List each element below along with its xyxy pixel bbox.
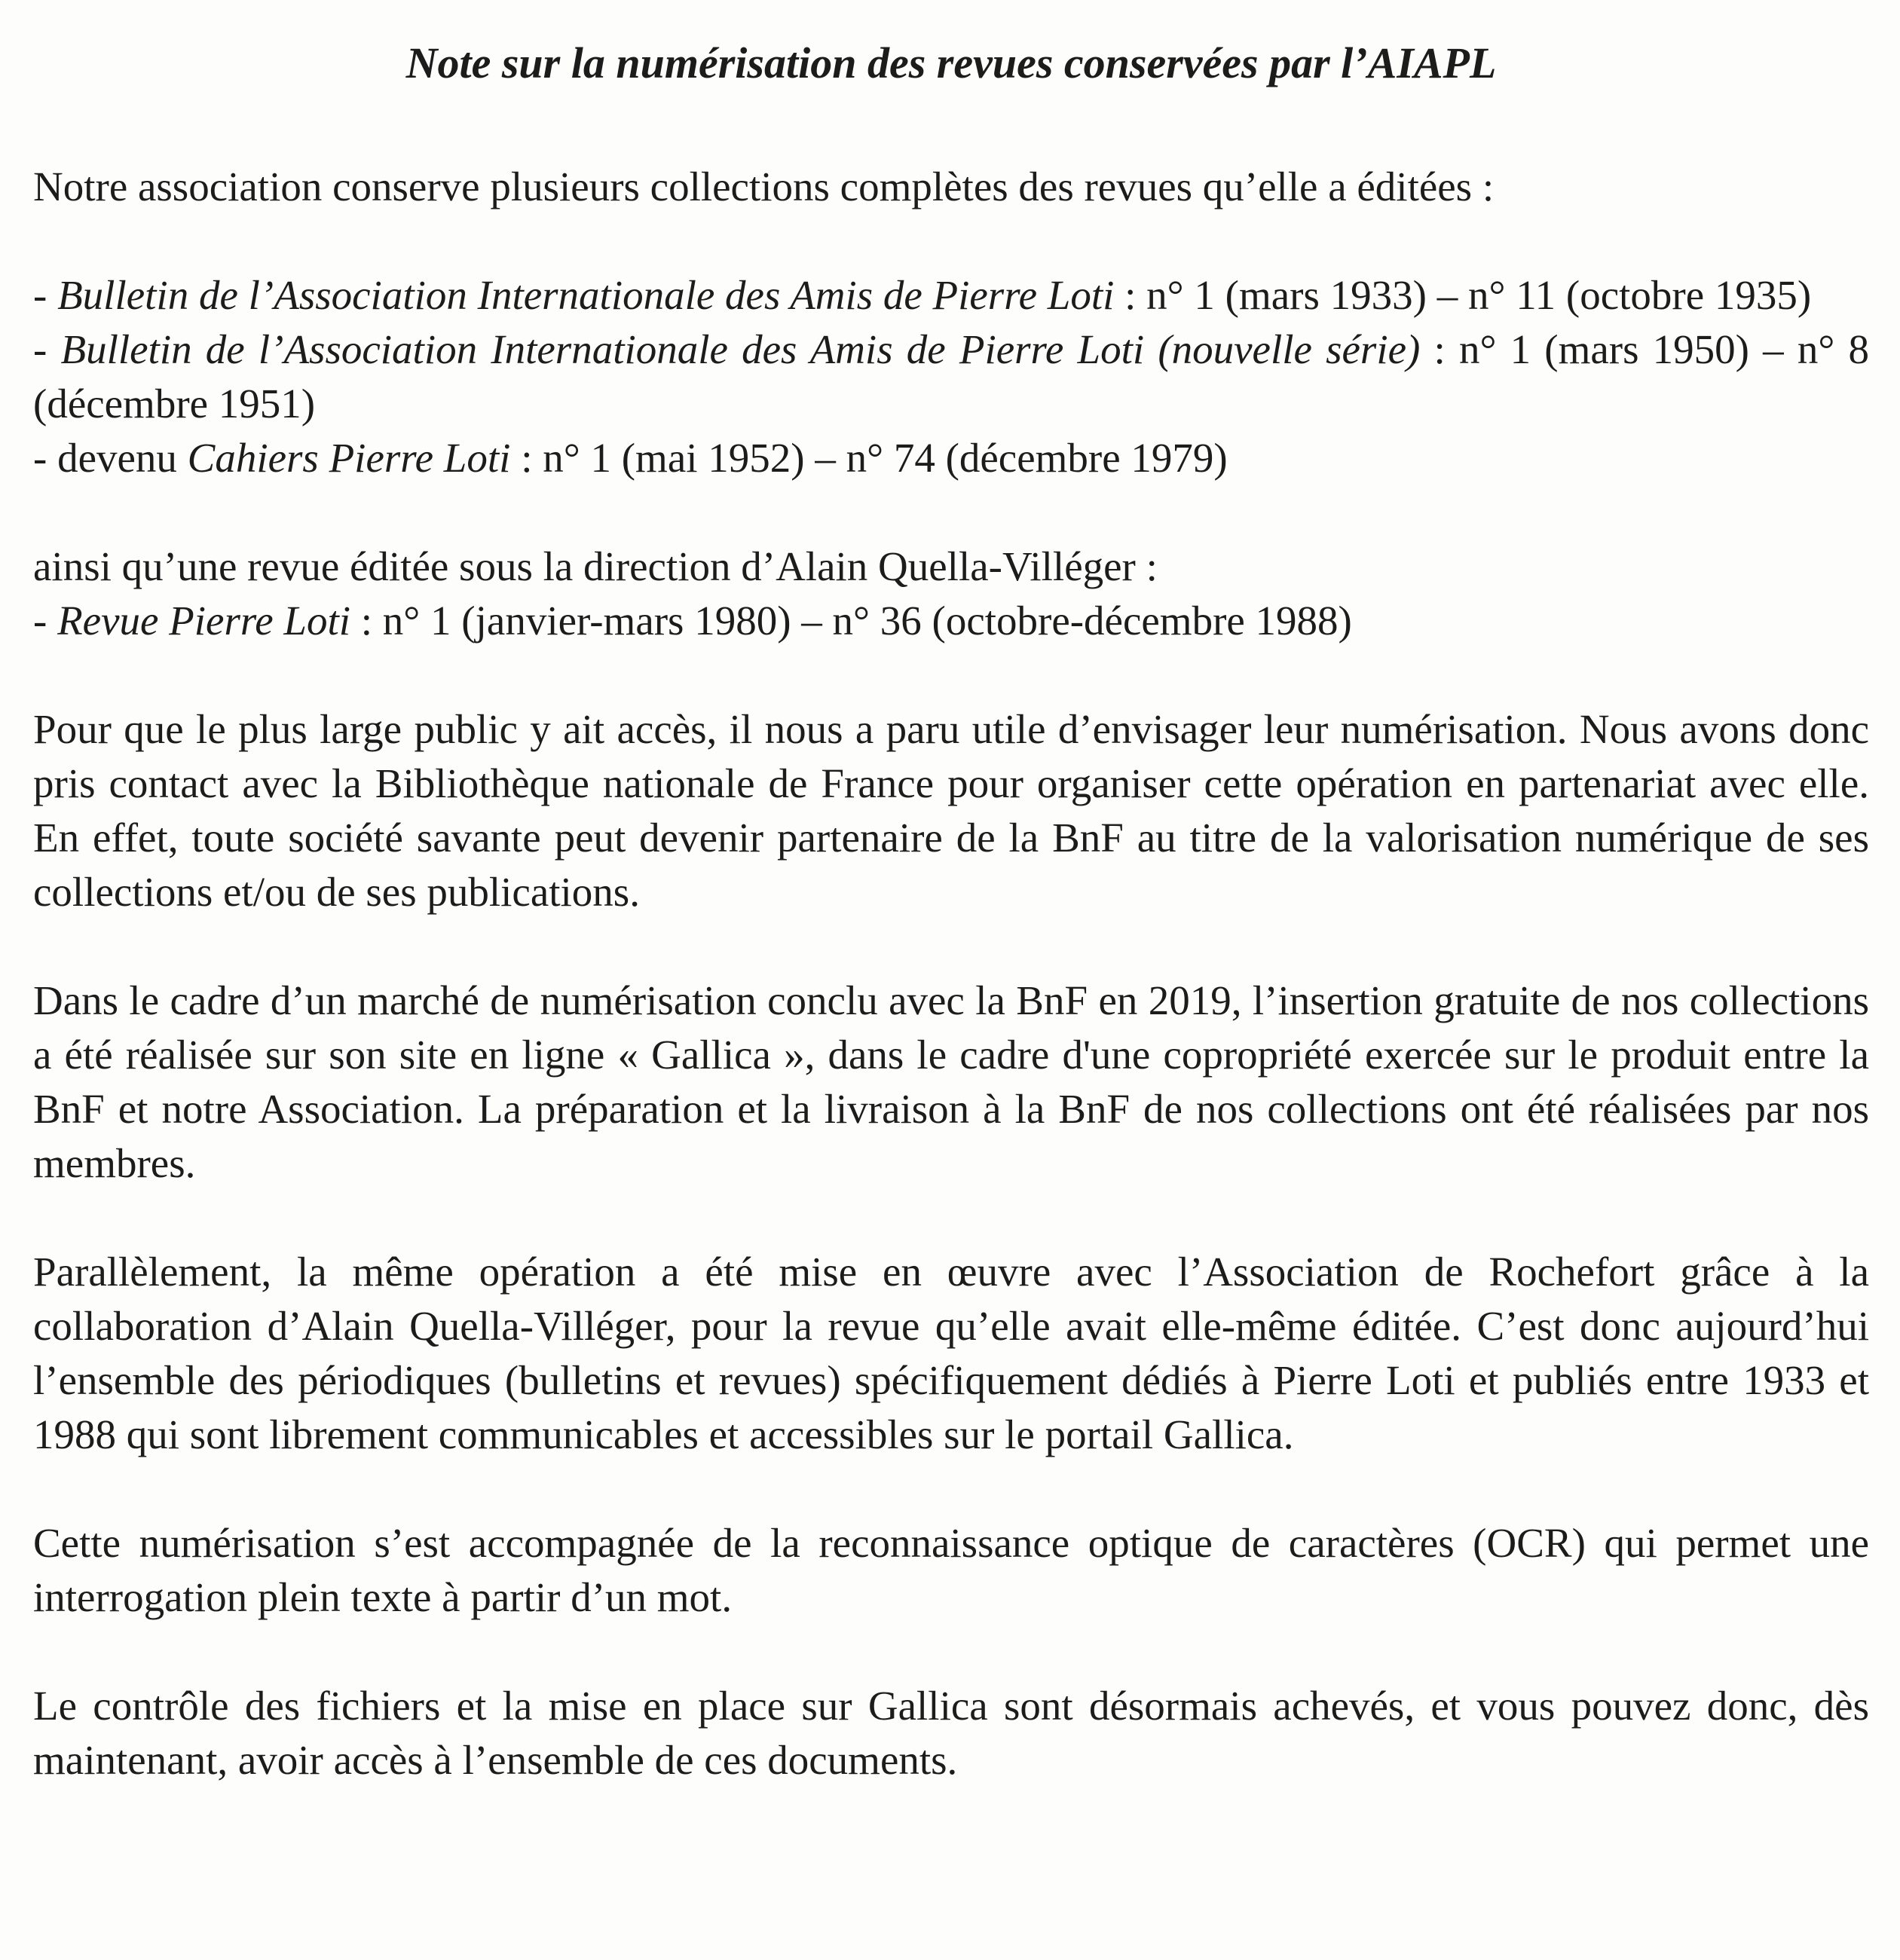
direction-intro-line: ainsi qu’une revue éditée sous la direction d’Alain Quella-Villéger : [33,543,1158,589]
collection-item-revue: - Revue Pierre Loti : n° 1 (janvier-mars 1980) – n° 36 (octobre-décembre 1988) [33,598,1352,644]
collection-item-bulletin-1933: - Bulletin de l’Association Internationale des Amis de Pierre Loti : n° 1 (mars 1933) – n° 11 (octobre 1935) [33,272,1812,318]
paragraph-public-access: Pour que le plus large public y ait accès, il nous a paru utile d’envisager leur numérisation. Nous avons donc pris contact avec la Bibliothèque nationale de France pour organiser cette opération en partenariat avec elle. En effet, toute société savante peut devenir partenaire de la BnF au titre de la valorisation numérique de ses collections et/ou de ses publications. [33,706,1869,915]
collection-item-bulletin-nouvelle-serie: - Bulletin de l’Association Internationale des Amis de Pierre Loti (nouvelle série) : n° 1 (mars 1950) – n° 8 (décembre 1951) [33,326,1869,427]
paragraph-rochefort: Parallèlement, la même opération a été mise en œuvre avec l’Association de Rochefort grâce à la collaboration d’Alain Quella-Villéger, pour la revue qu’elle avait elle-même éditée. C’est donc aujourd’hui l’ensemble des périodiques (bulletins et revues) spécifiquement dédiés à Pierre Loti et publiés entre 1933 et 1988 qui sont librement communicables et accessibles sur le portail Gallica. [33,1249,1869,1457]
paragraph-ocr: Cette numérisation s’est accompagnée de la reconnaissance optique de caractères (OCR) qui permet une interrogation plein texte à partir d’un mot. [33,1520,1869,1620]
collections-list [33,268,1869,485]
paragraph-bnf-2019-gallica: Dans le cadre d’un marché de numérisation conclu avec la BnF en 2019, l’insertion gratuite de nos collections a été réalisée sur son site en ligne « Gallica », dans le cadre d'une copropriété exercée sur le produit entre la BnF et notre Association. La préparation et la livraison à la BnF de nos collections ont été réalisées par nos membres. [33,977,1869,1186]
collection-item-cahiers: - devenu Cahiers Pierre Loti : n° 1 (mai 1952) – n° 74 (décembre 1979) [33,435,1228,481]
direction-block [33,540,1869,648]
document-title: Note sur la numérisation des revues conservées par l’AIAPL [405,38,1497,87]
paragraph-files-ready: Le contrôle des fichiers et la mise en place sur Gallica sont désormais achevés, et vous pouvez donc, dès maintenant, avoir accès à l’ensemble de ces documents. [33,1683,1869,1783]
intro-line: Notre association conserve plusieurs collections complètes des revues qu’elle a éditées : [33,164,1495,209]
